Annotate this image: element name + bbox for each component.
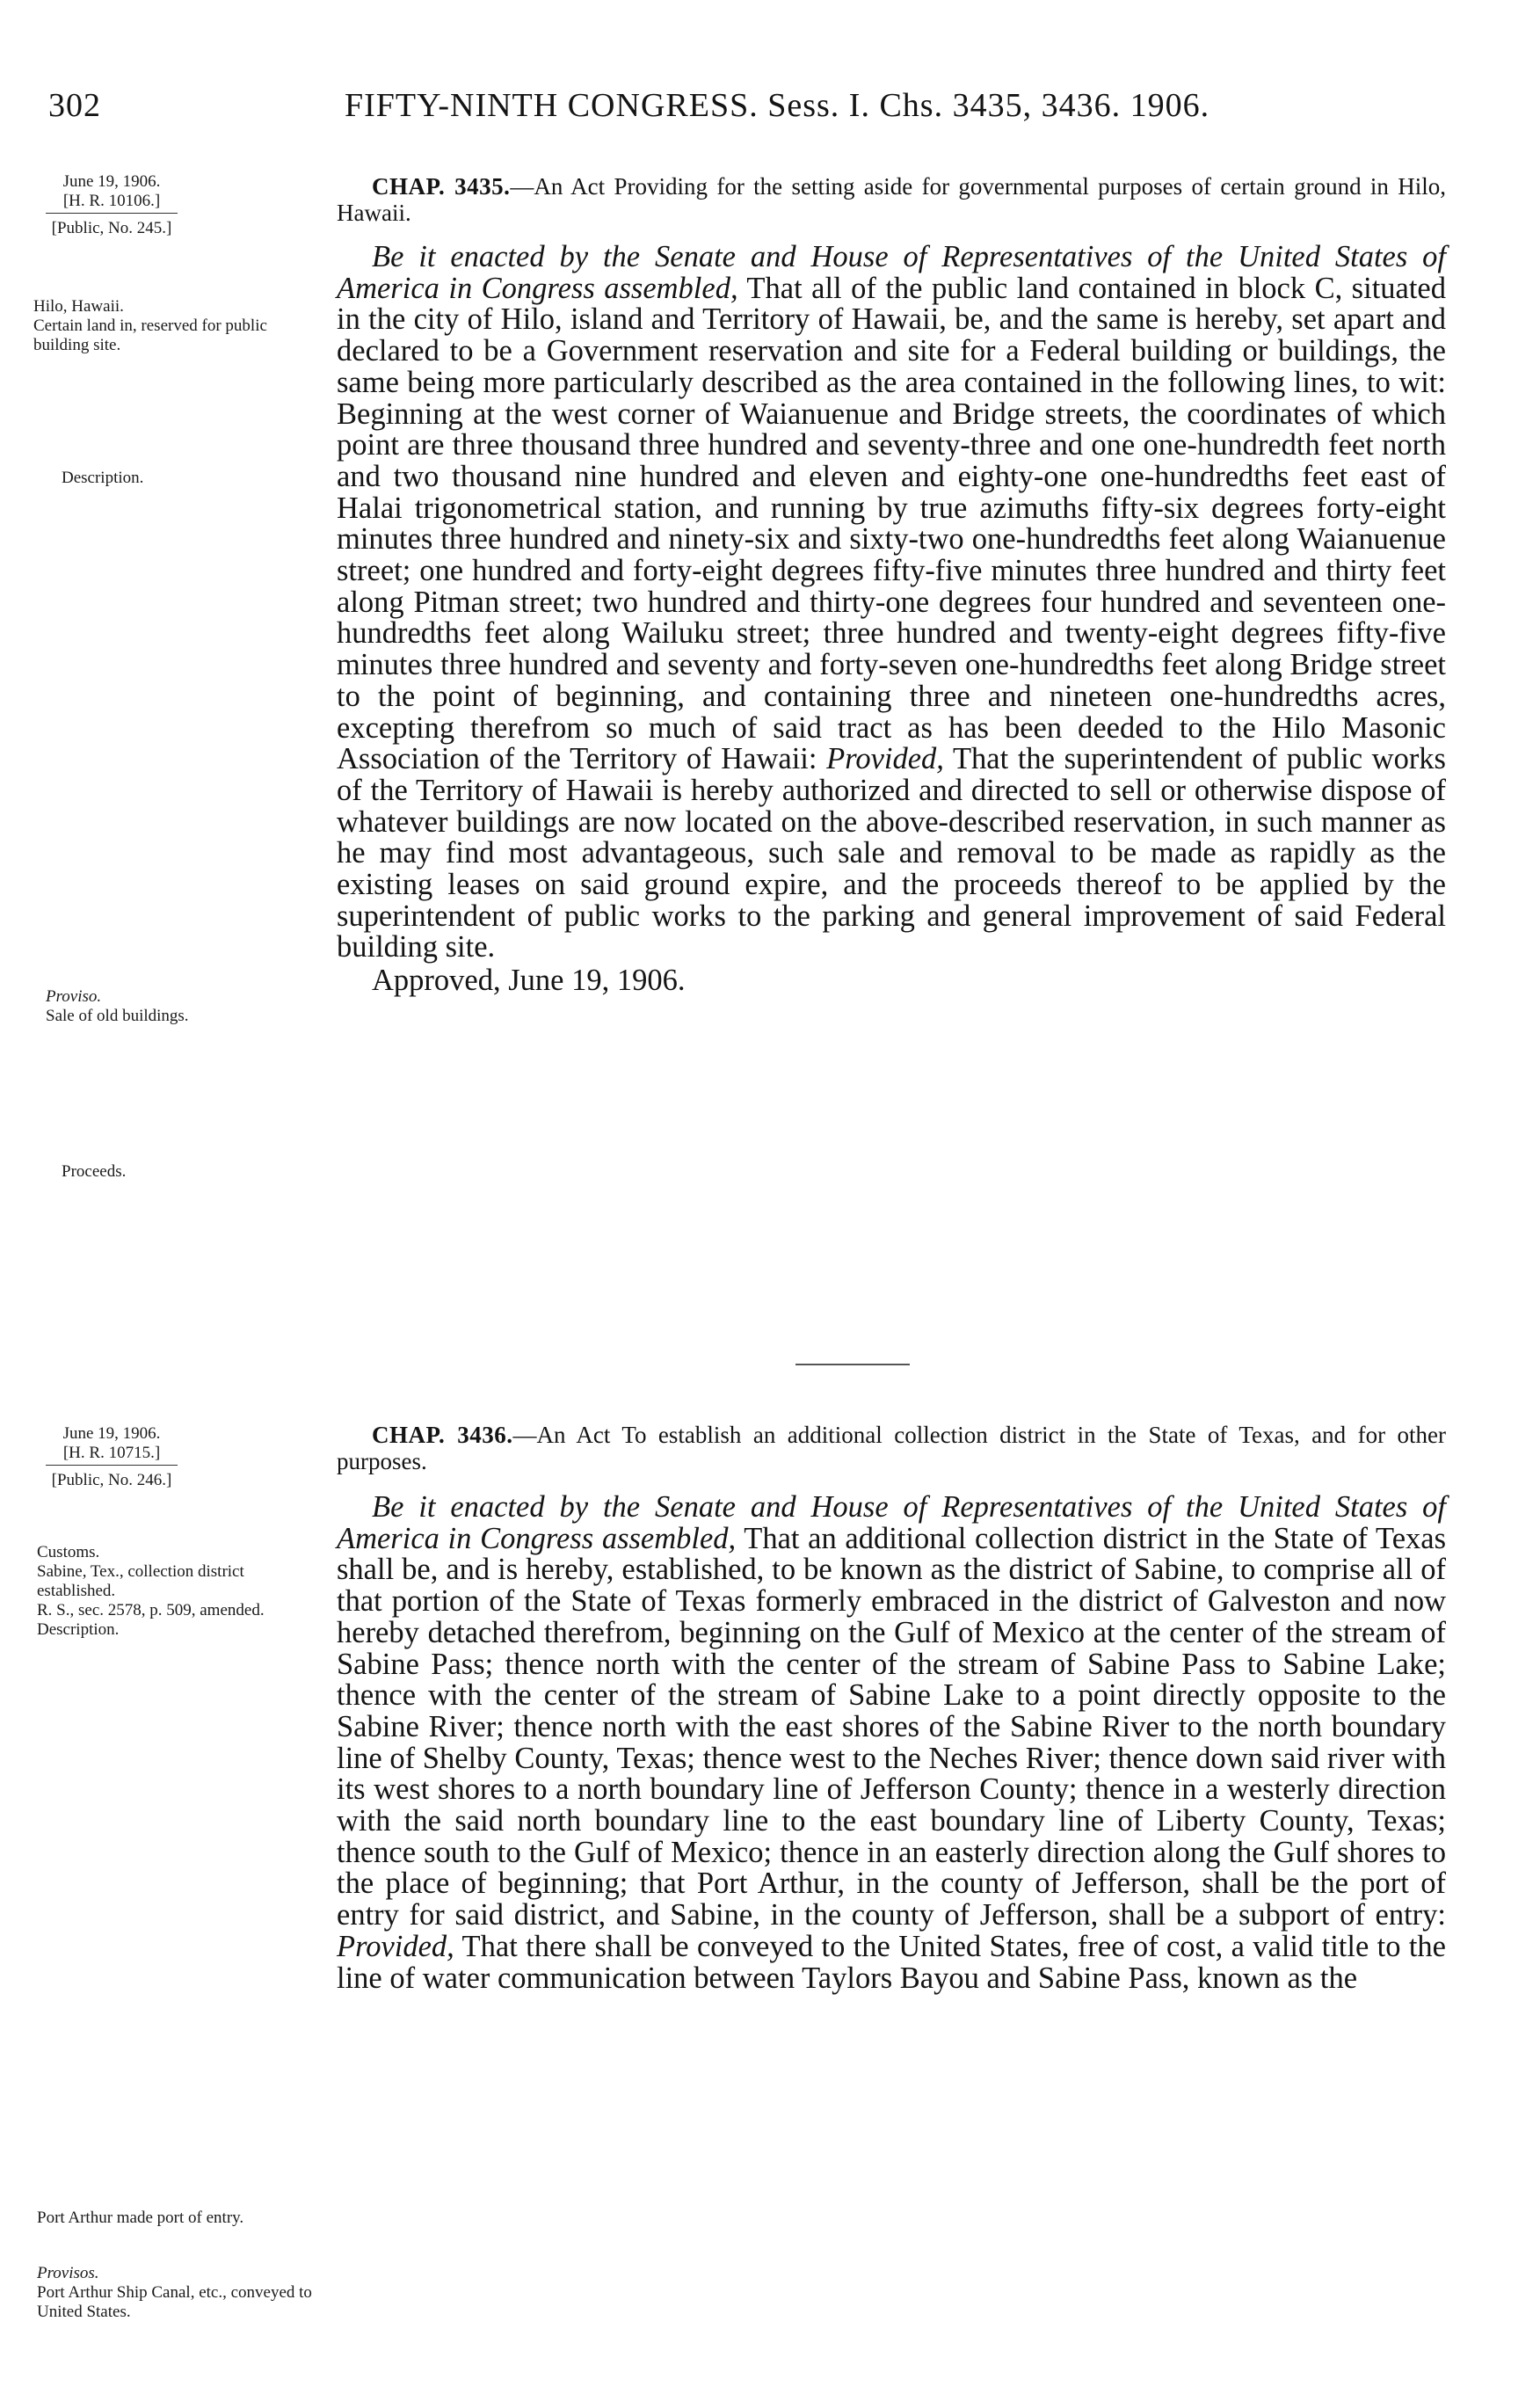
margin-subject-title-3435: Hilo, Hawaii.: [33, 297, 124, 316]
margin-bill-3435: [H. R. 10106.]: [46, 192, 178, 214]
chapter-3436-title: —An Act To establish an additional collection district in the State of Texas, and for other purposes.: [337, 1422, 1446, 1474]
margin-date-block-3435: [46, 172, 178, 238]
margin-bill-3436: [H. R. 10715.]: [46, 1444, 178, 1466]
chapter-3435-text: [337, 173, 1446, 997]
body-text-3436-part1: That an additional collection district in the State of Texas shall be, and is hereby, established, to be known as the district of Sabine, to comprise all of that portion of the State of Texas formerly embraced in the district of Galveston and now hereby detached therefrom, beginning on the Gulf of Mexico at the center of the stream of Sabine Pass; thence north with the center of the stream of Sabine Pass to Sabine Lake; thence with the center of the stream of Sabine Lake to a point directly opposite to the Sabine River; thence north with the east shores of the Sabine River to the north boundary line of Shelby County, Texas; thence west to the Neches River; thence down said river with its west shores to a north boundary line of Jefferson County; thence in a westerly direction with the said north boundary line to the east boundary line of Liberty County, Texas; thence south to the Gulf of Mexico; thence in an easterly direction along the Gulf shores to the place of beginning; that Port Arthur, in the county of Jefferson, shall be the port of entry for said district, and Sabine, in the county of Jefferson, shall be a subport of entry:: [337, 1521, 1447, 1932]
margin-proceeds-3435: Proceeds.: [62, 1162, 127, 1181]
body-text-3435-part2: That the superintendent of public works of the Territory of Hawaii is hereby authorized and directed to sell or otherwise dispose of whatever buildings are now located on the above-described reservation, in such manner as he may find most advantageous, such sale and removal to be made as rapidly as the existing leases on said ground expire, and the proceeds thereof to be applied by the superintendent of public works to the parking and general improvement of said Federal building site.: [337, 742, 1446, 964]
enacting-clause-3435: Be it enacted by the Senate and House of Representatives of the United States of America in Congress assembled,: [337, 240, 1446, 305]
margin-subject-3435: [33, 297, 323, 355]
body-text-3435-part1: That all of the public land contained in block C, situated in the city of Hilo, island and Territory of Hawaii, be, and the same is hereby, set apart and declared to be a Government reservation and site for a Federal building or buildings, the same being more particularly described as the area contained in the following lines, to wit: Beginning at the west corner of Waianuenue and Bridge streets, the coordinates of which point are three thousand three hundred and seventy-three and one one-hundredth feet north and two thousand nine hundred and eleven and eighty-one one-hundredths feet east of Halai trigonometrical station, and running by true azimuths fifty-six degrees forty-eight minutes three hundred and ninety-six and sixty-two one-hundredths feet along Waianuenue street; one hundred and forty-eight degrees fifty-five minutes three hundred and thirty feet along Pitman street; two hundred and thirty-one degrees four hundred and seventeen one-hundredths feet along Wailuku street; three hundred and twenty-eight degrees fifty-five minutes three hundred and seventy and forty-seven one-hundredths feet along Bridge street to the point of beginning, and containing three and nineteen one-hundredths acres, excepting therefrom so much of said tract as has been deeded to the Hilo Masonic Association of the Territory of Hawaii:: [337, 271, 1446, 776]
margin-provisos-3436: [37, 2264, 318, 2322]
margin-statute-3436: R. S., sec. 2578, p. 509, amended.: [37, 1601, 265, 1619]
margin-public-law-3435: [Public, No. 245.]: [51, 219, 172, 237]
margin-subject-3436: [37, 1543, 320, 1640]
page-number: 302: [48, 87, 101, 124]
chapter-3436-text: [337, 1422, 1446, 1994]
chapter-3435-title: —An Act Providing for the setting aside for governmental purposes of certain ground in Hilo, Hawaii.: [337, 173, 1446, 226]
margin-date-block-3436: [46, 1424, 178, 1490]
chapter-3435-label: CHAP. 3435.: [372, 173, 511, 200]
margin-provisos-label-3436: Provisos.: [37, 2264, 99, 2282]
chapter-3436-label: CHAP. 3436.: [372, 1422, 513, 1448]
approved-line-3435: Approved, June 19, 1906.: [372, 964, 686, 998]
margin-public-law-3436: [Public, No. 246.]: [51, 1471, 172, 1489]
chapter-3436-heading: [337, 1422, 1446, 1474]
chapter-divider: [795, 1364, 910, 1365]
margin-description-3436: Description.: [37, 1620, 120, 1639]
body-text-3436-part2: That there shall be conveyed to the United States, free of cost, a valid title to the line of water communication between Taylors Bayou and Sabine Pass, known as the: [337, 1929, 1446, 1995]
chapter-3435-heading: [337, 173, 1446, 226]
margin-subject-detail-3436: Sabine, Tex., collection district established.: [37, 1562, 244, 1600]
provided-word-3436: Provided,: [337, 1929, 454, 1963]
chapter-3435-body: [337, 242, 1446, 964]
running-head: FIFTY-NINTH CONGRESS. Sess. I. Chs. 3435, 3436. 1906.: [345, 87, 1210, 124]
margin-subject-title-3436: Customs.: [37, 1543, 100, 1561]
margin-port-of-entry: Port Arthur made port of entry.: [37, 2209, 244, 2227]
margin-proviso-label-3435: Proviso.: [46, 987, 102, 1006]
page-header: [48, 86, 1455, 139]
margin-subject-detail-3435: Certain land in, reserved for public building site.: [33, 317, 267, 354]
margin-canal-conveyed: Port Arthur Ship Canal, etc., conveyed to United States.: [37, 2283, 312, 2321]
margin-date-3435: June 19, 1906.: [62, 172, 161, 191]
chapter-3436-body: [337, 1492, 1446, 1994]
margin-date-3436: June 19, 1906.: [62, 1424, 161, 1443]
enacting-clause-3436: Be it enacted by the Senate and House of Representatives of the United States of America in Congress assembled,: [337, 1490, 1446, 1555]
margin-description-3435: Description.: [62, 469, 144, 487]
margin-proviso-3435: [46, 987, 336, 1026]
provided-word-3435: Provided,: [826, 742, 944, 776]
margin-sale-old-buildings: Sale of old buildings.: [46, 1007, 189, 1025]
